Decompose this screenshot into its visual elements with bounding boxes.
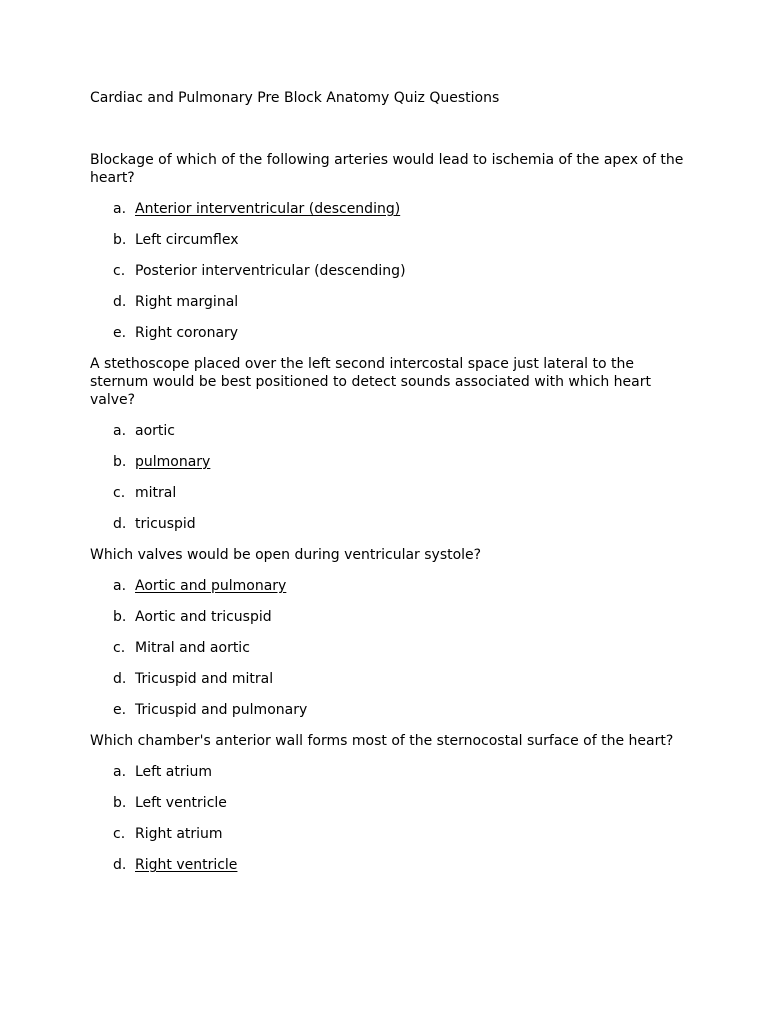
- option-text: Right atrium: [135, 826, 223, 842]
- option-text: aortic: [135, 423, 175, 439]
- answer-option: [90, 701, 690, 732]
- option-letter: c.: [113, 640, 126, 656]
- question-text: A stethoscope placed over the left second intercostal space just lateral to the sternum would be best positioned to detect sounds associated with which heart valve?: [90, 356, 651, 408]
- correct-answer-text: Right ventricle: [135, 857, 238, 873]
- option-text: Left circumflex: [135, 232, 239, 248]
- correct-answer-text: Aortic and pulmonary: [135, 578, 287, 594]
- option-text: Right marginal: [135, 294, 239, 310]
- option-letter: d.: [113, 857, 127, 873]
- document-page: [90, 89, 690, 887]
- answer-option: [90, 825, 690, 856]
- answer-options: [90, 577, 690, 732]
- answer-option: [90, 324, 690, 355]
- option-text: Aortic and tricuspid: [135, 609, 272, 625]
- answer-option: [90, 231, 690, 262]
- answer-options: [90, 763, 690, 887]
- answer-option: [90, 856, 690, 887]
- answer-option: [90, 608, 690, 639]
- option-letter: d.: [113, 294, 127, 310]
- option-letter: d.: [113, 671, 127, 687]
- correct-answer-text: Anterior interventricular (descending): [135, 201, 401, 217]
- option-letter: a.: [113, 578, 127, 594]
- option-letter: c.: [113, 485, 126, 501]
- document-title: Cardiac and Pulmonary Pre Block Anatomy Quiz Questions: [90, 90, 500, 106]
- option-letter: a.: [113, 423, 127, 439]
- answer-option: [90, 639, 690, 670]
- option-letter: b.: [113, 795, 127, 811]
- option-letter: b.: [113, 454, 127, 470]
- option-letter: a.: [113, 201, 127, 217]
- answer-option: [90, 200, 690, 231]
- option-letter: b.: [113, 232, 127, 248]
- correct-answer-text: pulmonary: [135, 454, 211, 470]
- question-text: Which valves would be open during ventricular systole?: [90, 547, 482, 563]
- answer-option: [90, 670, 690, 701]
- answer-option: [90, 577, 690, 608]
- question-text: Which chamber's anterior wall forms most of the sternocostal surface of the heart?: [90, 733, 674, 749]
- question-block: [90, 732, 690, 887]
- answer-options: [90, 422, 690, 546]
- option-letter: e.: [113, 702, 127, 718]
- question-block: [90, 546, 690, 732]
- option-letter: e.: [113, 325, 127, 341]
- option-letter: b.: [113, 609, 127, 625]
- option-text: Tricuspid and mitral: [135, 671, 274, 687]
- question-text: Blockage of which of the following arteries would lead to ischemia of the apex of the heart?: [90, 152, 684, 186]
- answer-option: [90, 794, 690, 825]
- answer-options: [90, 200, 690, 355]
- option-text: Posterior interventricular (descending): [135, 263, 406, 279]
- question-list: [90, 151, 690, 887]
- option-text: Mitral and aortic: [135, 640, 250, 656]
- answer-option: [90, 262, 690, 293]
- option-text: Left atrium: [135, 764, 213, 780]
- answer-option: [90, 293, 690, 324]
- option-letter: c.: [113, 263, 126, 279]
- answer-option: [90, 515, 690, 546]
- question-block: [90, 355, 690, 546]
- answer-option: [90, 484, 690, 515]
- option-text: Right coronary: [135, 325, 239, 341]
- option-letter: a.: [113, 764, 127, 780]
- answer-option: [90, 422, 690, 453]
- option-letter: d.: [113, 516, 127, 532]
- option-text: Tricuspid and pulmonary: [135, 702, 308, 718]
- answer-option: [90, 763, 690, 794]
- option-text: tricuspid: [135, 516, 196, 532]
- option-letter: c.: [113, 826, 126, 842]
- option-text: mitral: [135, 485, 177, 501]
- question-block: [90, 151, 690, 355]
- answer-option: [90, 453, 690, 484]
- option-text: Left ventricle: [135, 795, 227, 811]
